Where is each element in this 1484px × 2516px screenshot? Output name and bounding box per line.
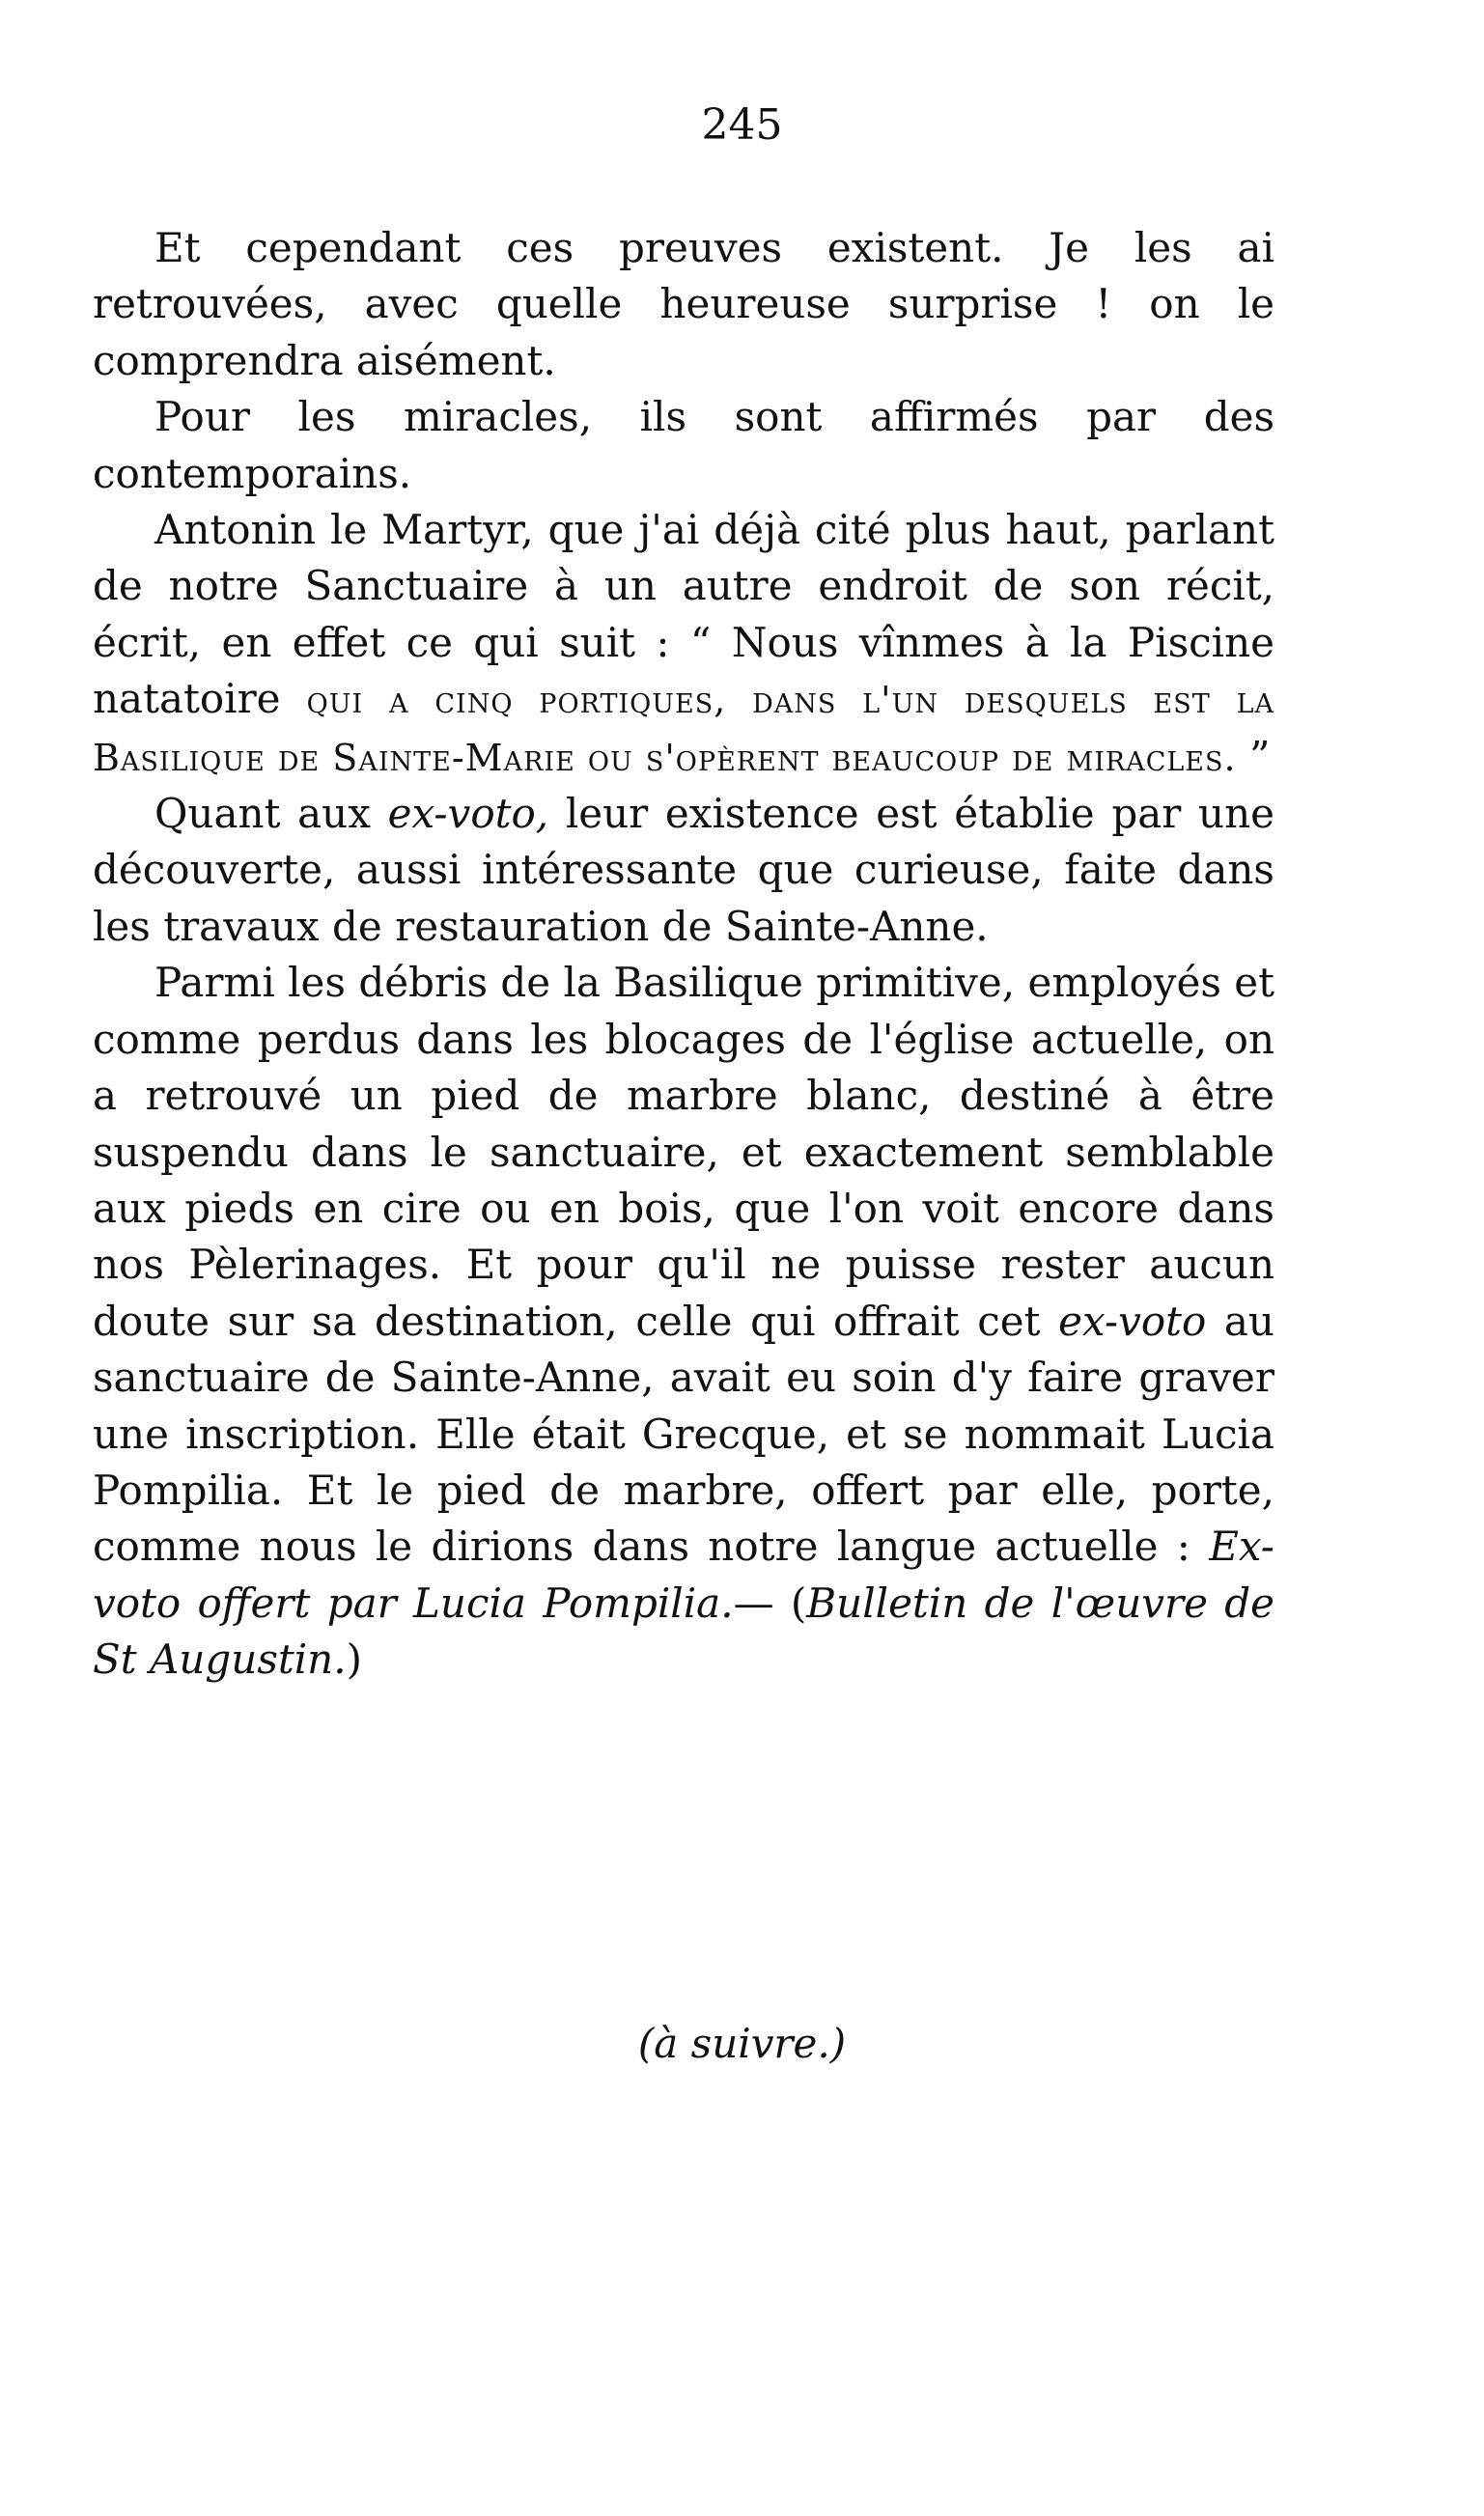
paragraph-3-text: Antonin le Martyr, que j'ai déjà cité plus haut, parlant de notre Sanctuaire à un autre endroit de son récit, écrit, en effet ce qui suit : “ Nous vînmes à la Piscine natatoire	[93, 506, 1274, 723]
paragraph-5-ex-voto: ex-voto	[1058, 1297, 1207, 1345]
paragraph-4-ex-voto: ex-voto,	[387, 790, 549, 838]
paragraph-5-source: Bulletin de l'œuvre de St Augustin.	[93, 1579, 1274, 1684]
paragraph-3-closing-quote: ”	[1236, 732, 1271, 780]
to-be-continued: (à suivre.)	[637, 2020, 847, 2067]
paragraph-4-text-end: leur existence est établie par une découverte, aussi intéressante que curieuse, faite dans les travaux de restauration de Sainte-Anne.	[93, 790, 1274, 950]
paragraph-4	[93, 786, 1274, 955]
paragraph-4-text-start: Quant aux	[154, 790, 388, 838]
paragraph-5-text-3: — (	[733, 1579, 807, 1627]
paragraph-5-text-1: Parmi les débris de la Basilique primitive, employés et comme perdus dans les blocages de l'église actuelle, on a retrouvé un pied de marbre blanc, destiné à être suspendu dans le sanctuaire, et exactement semblable aux pieds en cire ou en bois, que l'on voit encore dans nos Pèlerinages. Et pour qu'il ne puisse rester aucun doute sur sa destination, celle qui offrait cet	[93, 959, 1274, 1345]
paragraph-3	[93, 502, 1274, 786]
paragraph-5-text-2: au sanctuaire de Sainte-Anne, avait eu soin d'y faire graver une inscription. Elle était Grecque, et se nommait Lucia Pompilia. Et le pied de marbre, offert par elle, porte, comme nous le dirions dans notre langue actuelle :	[93, 1297, 1274, 1571]
paragraph-5	[93, 955, 1274, 1688]
paragraph-1: Et cependant ces preuves existent. Je les ai retrouvées, avec quelle heureuse surprise ! on le comprendra aisément.	[93, 224, 1274, 384]
paragraph-2: Pour les miracles, ils sont affirmés par des contemporains.	[93, 393, 1274, 497]
page-number: 245	[701, 100, 783, 150]
paragraph-5-text-4: )	[346, 1635, 362, 1684]
paragraph-3-quotation: qui a cinq portiques, dans l'un desquels est la Basilique de Sainte-Marie ou s'opèrent beaucoup de miracles.	[93, 679, 1275, 779]
paragraph-5-inscription: Ex-voto offert par Lucia Pompilia.	[93, 1523, 1274, 1627]
body-text	[93, 220, 1274, 1689]
